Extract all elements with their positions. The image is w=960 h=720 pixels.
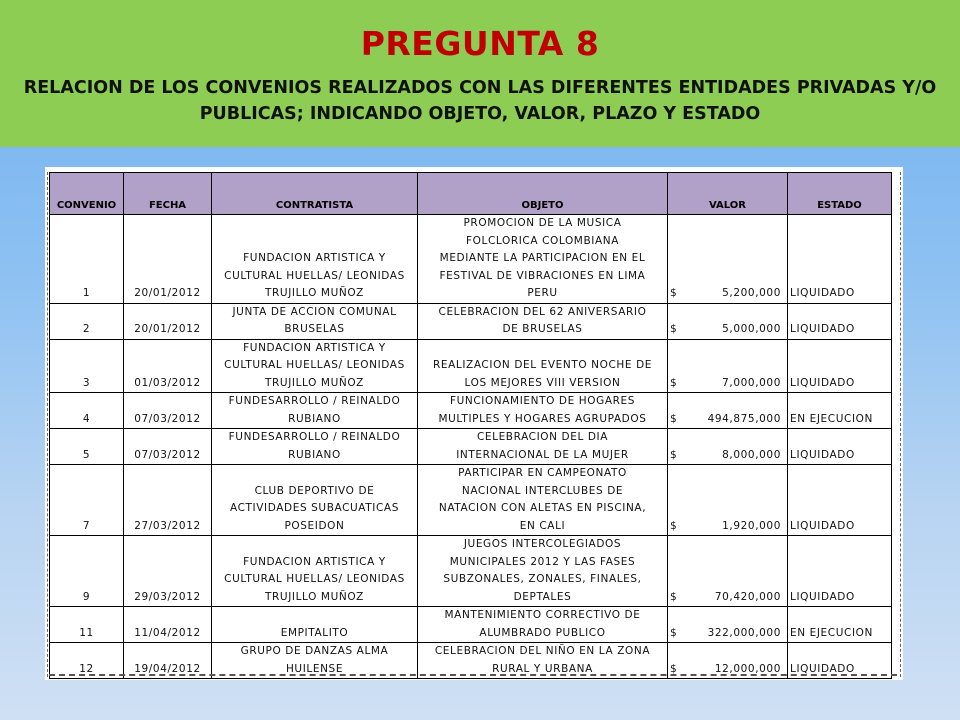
- value-amount: 12,000,000: [714, 662, 781, 675]
- cell-convenio: 3: [50, 339, 124, 393]
- currency-symbol: $: [670, 323, 678, 335]
- cell-objeto: CELEBRACION DEL DIA INTERNACIONAL DE LA MUJER: [418, 429, 668, 465]
- cell-contratista: JUNTA DE ACCION COMUNAL BRUSELAS: [212, 303, 418, 339]
- cell-fecha: 27/03/2012: [124, 465, 212, 536]
- cell-contratista: CLUB DEPORTIVO DE ACTIVIDADES SUBACUATICAS POSEIDON: [212, 465, 418, 536]
- cell-fecha: 19/04/2012: [124, 643, 212, 679]
- cell-convenio: 1: [50, 215, 124, 304]
- value-amount: 7,000,000: [722, 376, 781, 389]
- cell-valor: [668, 215, 788, 304]
- currency-symbol: $: [670, 519, 678, 532]
- currency-symbol: $: [670, 662, 678, 675]
- cell-objeto: FUNCIONAMIENTO DE HOGARES MULTIPLES Y HOGARES AGRUPADOS: [418, 393, 668, 429]
- cell-fecha: 11/04/2012: [124, 607, 212, 643]
- cell-contratista: FUNDACION ARTISTICA Y CULTURAL HUELLAS/ LEONIDAS TRUJILLO MUÑOZ: [212, 215, 418, 304]
- cell-convenio: 4: [50, 393, 124, 429]
- table-row: [50, 215, 892, 304]
- cell-valor: [668, 303, 788, 339]
- cell-objeto: REALIZACION DEL EVENTO NOCHE DE LOS MEJORES VIII VERSION: [418, 339, 668, 393]
- page-break-right: [900, 172, 901, 677]
- table-row: [50, 303, 892, 339]
- cell-contratista: FUNDACION ARTISTICA Y CULTURAL HUELLAS/ LEONIDAS TRUJILLO MUÑOZ: [212, 339, 418, 393]
- value-amount: 494,875,000: [707, 412, 781, 425]
- cell-convenio: 5: [50, 429, 124, 465]
- cell-objeto: CELEBRACION DEL 62 ANIVERSARIO DE BRUSELAS: [418, 303, 668, 339]
- spreadsheet-table-area: [45, 167, 903, 680]
- cell-estado: LIQUIDADO: [788, 536, 892, 607]
- cell-contratista: GRUPO DE DANZAS ALMA HUILENSE: [212, 643, 418, 679]
- cell-convenio: 2: [50, 303, 124, 339]
- title-banner: [0, 0, 960, 147]
- slide-subtitle: RELACION DE LOS CONVENIOS REALIZADOS CON LAS DIFERENTES ENTIDADES PRIVADAS Y/O PUBLICAS; INDICANDO OBJETO, VALOR, PLAZO Y ESTADO: [23, 78, 937, 124]
- currency-symbol: $: [670, 626, 678, 639]
- table-row: [50, 429, 892, 465]
- currency-symbol: $: [670, 287, 678, 299]
- cell-valor: [668, 429, 788, 465]
- cell-objeto: MANTENIMIENTO CORRECTIVO DE ALUMBRADO PUBLICO: [418, 607, 668, 643]
- cell-estado: LIQUIDADO: [788, 339, 892, 393]
- cell-valor: [668, 339, 788, 393]
- table-header-row: [50, 173, 892, 215]
- currency-symbol: $: [670, 412, 678, 425]
- cell-objeto: PROMOCION DE LA MUSICA FOLCLORICA COLOMBIANA MEDIANTE LA PARTICIPACION EN EL FESTIVAL DE VIBRACIONES EN LIMA PERU: [418, 215, 668, 304]
- column-header-contratista: CONTRATISTA: [212, 173, 418, 215]
- cell-valor: [668, 465, 788, 536]
- table-row: [50, 465, 892, 536]
- column-header-valor: VALOR: [668, 173, 788, 215]
- cell-convenio: 11: [50, 607, 124, 643]
- cell-estado: EN EJECUCION: [788, 393, 892, 429]
- table-row: [50, 607, 892, 643]
- column-header-estado: ESTADO: [788, 173, 892, 215]
- currency-symbol: $: [670, 590, 678, 603]
- cell-objeto: CELEBRACION DEL NIÑO EN LA ZONA RURAL Y URBANA: [418, 643, 668, 679]
- value-amount: 322,000,000: [707, 626, 781, 639]
- cell-estado: LIQUIDADO: [788, 643, 892, 679]
- column-header-fecha: FECHA: [124, 173, 212, 215]
- table-row: [50, 339, 892, 393]
- cell-fecha: 01/03/2012: [124, 339, 212, 393]
- value-amount: 8,000,000: [722, 448, 781, 461]
- page-break-left: [47, 172, 48, 677]
- value-amount: 5,200,000: [722, 287, 781, 299]
- cell-valor: [668, 393, 788, 429]
- cell-objeto: JUEGOS INTERCOLEGIADOS MUNICIPALES 2012 Y LAS FASES SUBZONALES, ZONALES, FINALES, DEPTALES: [418, 536, 668, 607]
- table-row: [50, 393, 892, 429]
- column-header-objeto: OBJETO: [418, 173, 668, 215]
- cell-convenio: 12: [50, 643, 124, 679]
- value-amount: 70,420,000: [714, 590, 781, 603]
- column-header-convenio: CONVENIO: [50, 173, 124, 215]
- cell-estado: EN EJECUCION: [788, 607, 892, 643]
- cell-contratista: EMPITALITO: [212, 607, 418, 643]
- cell-estado: LIQUIDADO: [788, 465, 892, 536]
- cell-fecha: 07/03/2012: [124, 429, 212, 465]
- cell-estado: LIQUIDADO: [788, 215, 892, 304]
- table-body: [50, 215, 892, 679]
- slide-title: PREGUNTA 8: [360, 24, 600, 63]
- cell-fecha: 29/03/2012: [124, 536, 212, 607]
- cell-valor: [668, 536, 788, 607]
- cell-fecha: 07/03/2012: [124, 393, 212, 429]
- cell-valor: [668, 607, 788, 643]
- currency-symbol: $: [670, 448, 678, 461]
- cell-contratista: FUNDESARROLLO / REINALDO RUBIANO: [212, 429, 418, 465]
- cell-contratista: FUNDESARROLLO / REINALDO RUBIANO: [212, 393, 418, 429]
- cell-contratista: FUNDACION ARTISTICA Y CULTURAL HUELLAS/ LEONIDAS TRUJILLO MUÑOZ: [212, 536, 418, 607]
- cell-convenio: 7: [50, 465, 124, 536]
- table-row: [50, 536, 892, 607]
- currency-symbol: $: [670, 376, 678, 389]
- convenios-table: [49, 172, 892, 679]
- cell-fecha: 20/01/2012: [124, 215, 212, 304]
- value-amount: 5,000,000: [722, 323, 781, 335]
- value-amount: 1,920,000: [722, 519, 781, 532]
- page-break-bottom: [49, 674, 897, 676]
- cell-convenio: 9: [50, 536, 124, 607]
- cell-estado: LIQUIDADO: [788, 303, 892, 339]
- cell-estado: LIQUIDADO: [788, 429, 892, 465]
- cell-fecha: 20/01/2012: [124, 303, 212, 339]
- cell-objeto: PARTICIPAR EN CAMPEONATO NACIONAL INTERCLUBES DE NATACION CON ALETAS EN PISCINA, EN CALI: [418, 465, 668, 536]
